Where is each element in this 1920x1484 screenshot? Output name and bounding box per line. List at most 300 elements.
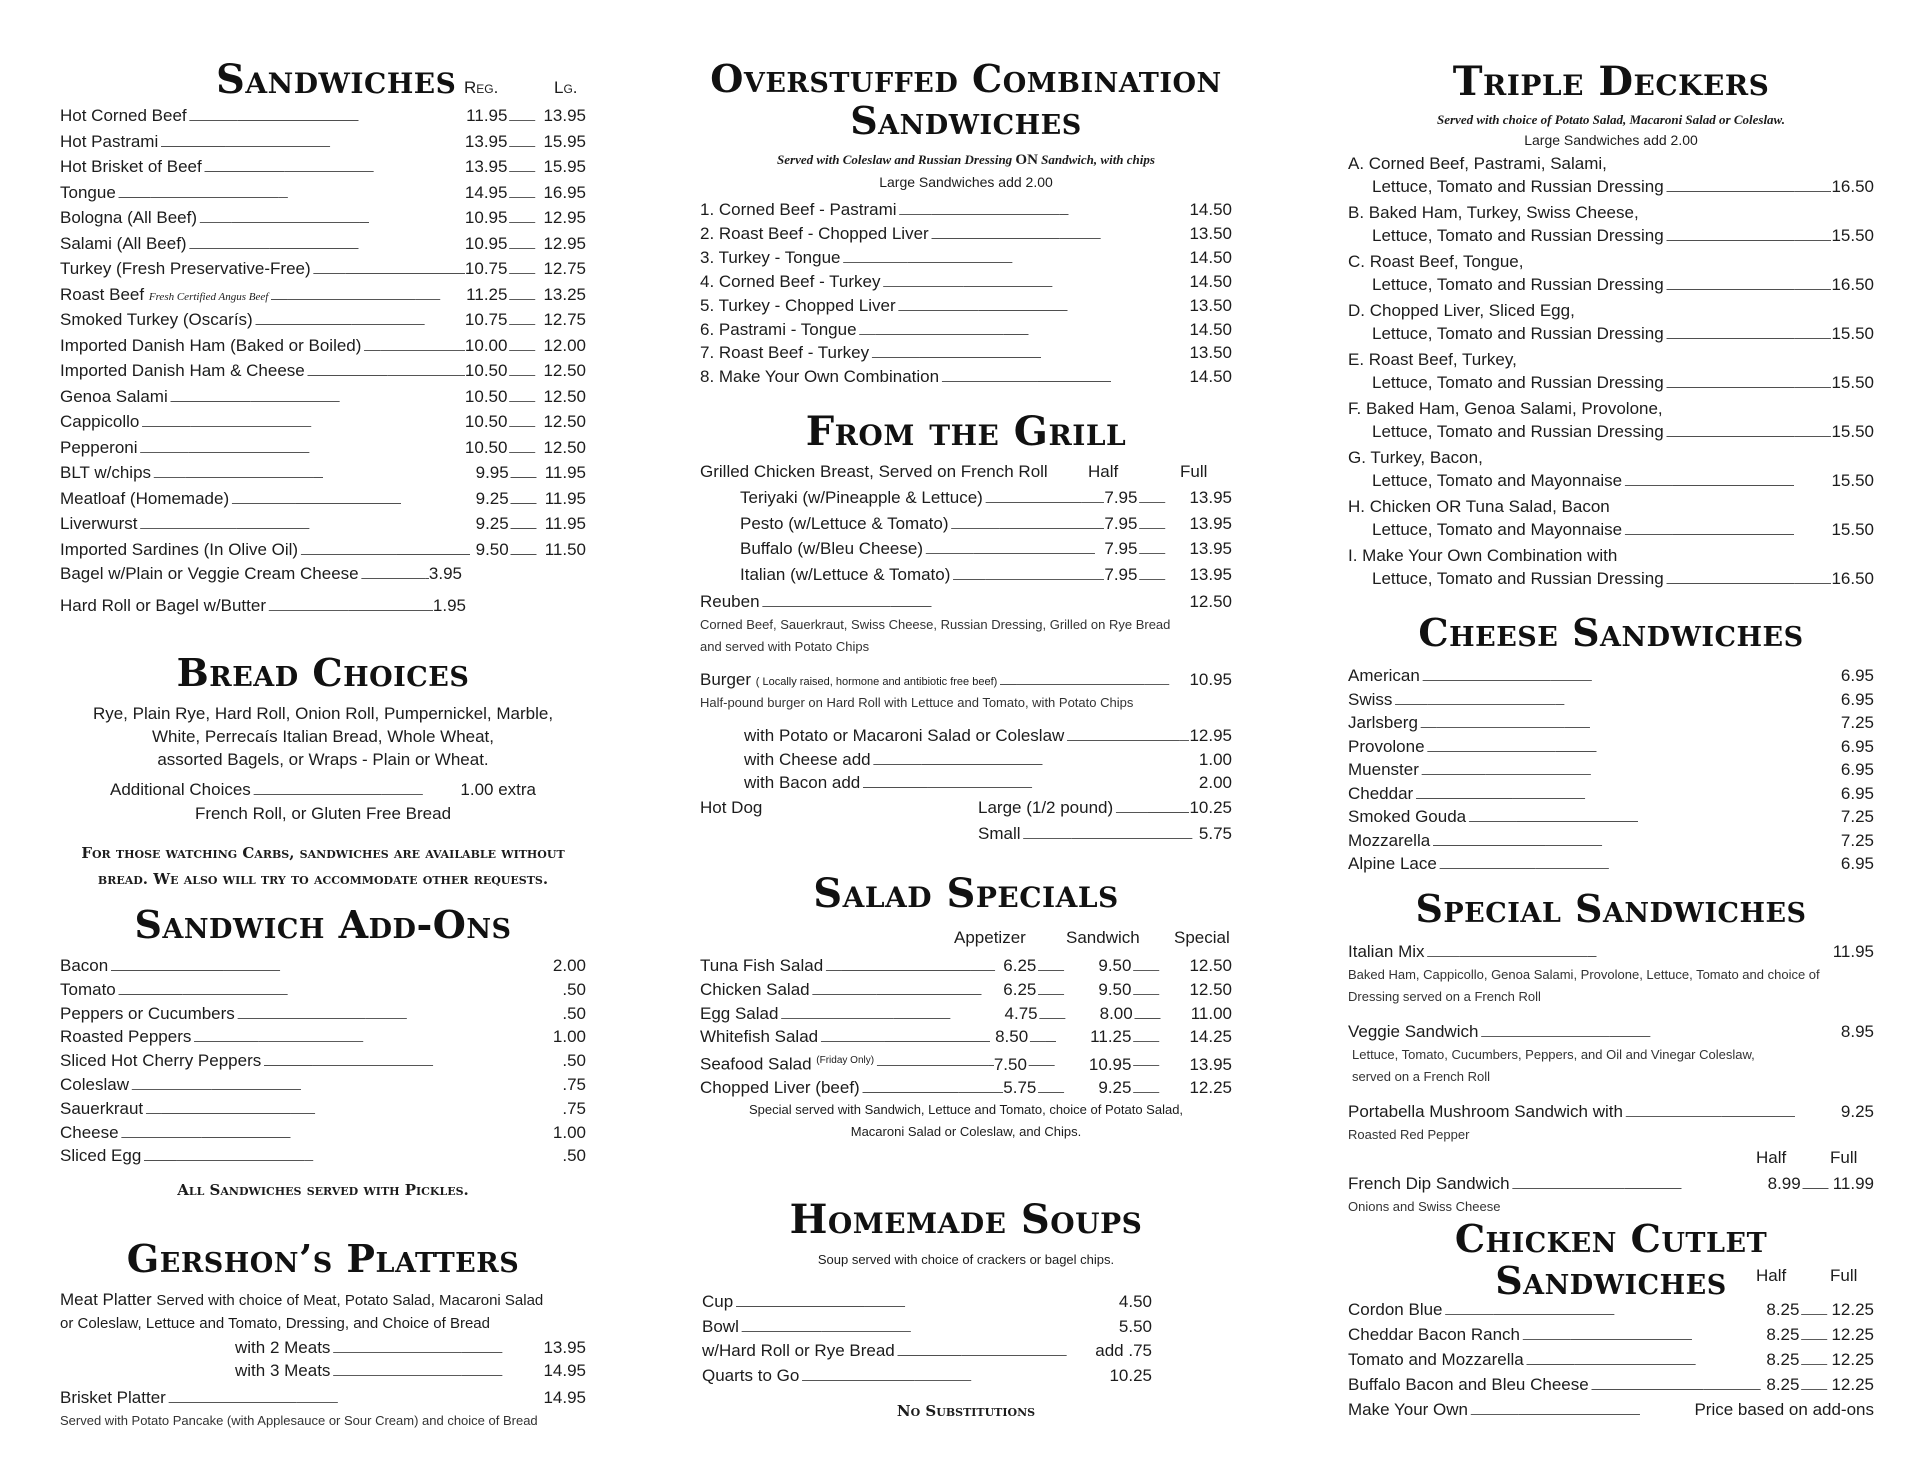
combo-row-name: 1. Corned Beef - Pastrami	[700, 200, 897, 219]
sandwich-item-name	[60, 283, 268, 309]
leader-dots	[1622, 518, 1831, 542]
leader-dots	[1036, 1076, 1098, 1100]
sandwich-item-row	[60, 512, 586, 536]
addon-row	[60, 1049, 586, 1073]
leader-dots	[151, 461, 476, 485]
burger-option-price: 2.00	[1198, 773, 1232, 792]
sandwich-item-name	[60, 232, 187, 256]
sandwich-item-label: Salami (All Beef)	[60, 233, 187, 253]
salad-sandwich: 9.50	[1098, 979, 1132, 999]
additional-choices-line2: French Roll, or Gluten Free Bread	[194, 804, 452, 823]
triple-line2: Lettuce, Tomato and Mayonnaise	[1372, 471, 1623, 490]
lg-column-header: Lg.	[554, 78, 578, 97]
leader-dots	[874, 1049, 994, 1073]
triple-line1: E. Roast Beef, Turkey,	[1348, 350, 1517, 369]
sandwich-item-reg: 10.95	[464, 208, 508, 227]
leader-dots	[1437, 852, 1841, 876]
leader-dots	[266, 594, 433, 618]
cutlet-half-header: Half	[1756, 1266, 1787, 1285]
addon-row-price: .50	[562, 1146, 586, 1166]
veggie-desc: served on a French Roll	[1352, 1069, 1491, 1084]
grill-full-header: Full	[1180, 462, 1208, 481]
triple-price: 15.50	[1831, 373, 1874, 392]
leader-dots	[168, 385, 465, 409]
salad-appetizer: 4.75	[1004, 1003, 1038, 1023]
grilled-chicken-half: 7.95	[1104, 564, 1138, 584]
leader-dots	[923, 537, 1104, 561]
sandwich-item-label: Tongue	[60, 182, 116, 202]
leader-dots	[841, 246, 1190, 270]
leader-dots	[507, 104, 543, 128]
addon-row-price: .50	[562, 1051, 586, 1071]
grilled-chicken-half: 7.95	[1104, 488, 1138, 507]
grilled-chicken-name: Pesto (w/Lettuce & Tomato)	[740, 513, 949, 533]
triple-row	[1372, 371, 1874, 395]
leader-dots	[1799, 1373, 1831, 1397]
meat-platter-desc: or Coleslaw, Lettuce and Tomato, Dressing, and Choice of Bread	[60, 1315, 490, 1332]
platter-option-row	[235, 1359, 586, 1383]
cutlet-name: Buffalo Bacon and Bleu Cheese	[1348, 1375, 1589, 1394]
burger-option-name: with Cheese add	[744, 749, 871, 769]
sandwich-item-lg: 12.75	[543, 310, 586, 329]
leader-dots	[1131, 1025, 1189, 1049]
leader-dots	[141, 1144, 562, 1168]
salad-special-header: Special	[1174, 928, 1230, 947]
salad-name: Chopped Liver (beef)	[700, 1078, 860, 1097]
leader-dots	[507, 283, 543, 307]
leader-dots	[880, 270, 1189, 294]
addon-row	[60, 1025, 586, 1049]
cutlet-row	[1348, 1323, 1874, 1347]
salad-appetizer: 6.25	[1003, 979, 1037, 999]
combo-subtitle-a: Served with Coleslaw and Russian Dressing	[777, 152, 1013, 167]
cutlet-full: 12.25	[1831, 1300, 1874, 1319]
addon-row	[60, 1097, 586, 1121]
hotdog-large-label: Large (1/2 pound)	[978, 798, 1114, 817]
sandwich-item-lg: 11.95	[544, 488, 586, 508]
sandwich-item-reg: 9.95	[475, 463, 509, 482]
brisket-platter-row	[60, 1386, 586, 1410]
triple-row	[1372, 420, 1874, 444]
leader-dots	[1664, 420, 1832, 444]
italian-mix-row	[1348, 940, 1874, 964]
addon-row-name: Bacon	[60, 956, 109, 975]
sandwich-item-row	[60, 334, 586, 358]
combo-row-price: 13.50	[1189, 223, 1232, 243]
leader-dots	[1664, 371, 1832, 395]
sandwich-item-lg: 12.50	[543, 437, 586, 457]
triple-large-note: Large Sandwiches add 2.00	[1524, 132, 1698, 148]
cheese-row-price: 7.25	[1840, 713, 1874, 732]
grilled-chicken-name: Italian (w/Lettuce & Tomato)	[740, 564, 951, 584]
triple-deckers-title: Triple Deckers	[1452, 58, 1770, 105]
combo-subtitle-on: ON	[1015, 152, 1038, 168]
salad-sandwich: 10.95	[1088, 1054, 1132, 1074]
additional-choices-label: Additional Choices	[110, 780, 251, 799]
sandwich-item-lg: 11.95	[544, 514, 586, 533]
salad-sandwich: 8.00	[1099, 1003, 1133, 1023]
leader-dots	[1392, 688, 1841, 712]
sandwich-addons-title: Sandwich Add-Ons	[134, 902, 512, 947]
portabella-label: Portabella Mushroom Sandwich with	[1348, 1102, 1623, 1121]
combo-row-name: 5. Turkey - Chopped Liver	[700, 295, 896, 315]
cutlet-full: 12.25	[1831, 1375, 1874, 1394]
sandwich-extra-price: 3.95	[428, 564, 462, 583]
meat-platter-label: Meat Platter	[60, 1290, 152, 1309]
cutlet-full: 12.25	[1831, 1350, 1874, 1369]
leader-dots	[871, 748, 1199, 772]
burger-option-row	[744, 771, 1232, 795]
cheese-row-price: 6.95	[1840, 736, 1874, 756]
leader-dots	[507, 181, 543, 205]
salad-special: 12.50	[1189, 979, 1232, 999]
leader-dots	[739, 1315, 1119, 1339]
sandwich-item-label: Hot Corned Beef	[60, 106, 187, 125]
cutlet-row	[1348, 1373, 1874, 1397]
sandwich-item-name	[60, 334, 361, 358]
leader-dots	[950, 563, 1104, 587]
leader-dots	[361, 334, 464, 358]
leader-dots	[823, 954, 1003, 978]
leader-dots	[1413, 782, 1841, 806]
cheese-row	[1348, 782, 1874, 806]
salad-sandwich: 9.50	[1098, 956, 1132, 975]
sandwich-item-lg: 12.50	[543, 386, 586, 406]
leader-dots	[1443, 1298, 1767, 1322]
veggie-row	[1348, 1020, 1874, 1044]
salad-sandwich: 11.25	[1090, 1027, 1132, 1047]
cheese-row	[1348, 852, 1874, 876]
triple-price: 16.50	[1831, 177, 1874, 196]
addon-row-price: 1.00	[552, 1027, 586, 1047]
combo-row	[700, 246, 1232, 270]
sandwich-item-name	[60, 104, 187, 128]
bread-line: Rye, Plain Rye, Hard Roll, Onion Roll, Pumpernickel, Marble,	[92, 704, 554, 723]
leader-dots	[1420, 664, 1841, 688]
combo-row-name: 4. Corned Beef - Turkey	[700, 271, 881, 291]
leader-dots	[1418, 711, 1841, 735]
leader-dots	[507, 359, 543, 383]
grilled-chicken-name: Buffalo (w/Bleu Cheese)	[740, 539, 924, 558]
burger-sub: ( Locally raised, hormone and antibiotic free beef)	[755, 676, 998, 688]
addon-row-name: Tomato	[60, 979, 116, 999]
sandwich-item-lg: 16.95	[543, 182, 586, 202]
salad-sandwich-header: Sandwich	[1066, 928, 1140, 947]
sandwich-item-reg: 14.95	[464, 182, 508, 202]
sandwich-item-name	[60, 512, 137, 536]
salad-name-wrap	[700, 978, 810, 1002]
french-dip-label: French Dip Sandwich	[1348, 1174, 1510, 1193]
leader-dots	[1425, 735, 1841, 759]
cutlet-half: 8.25	[1766, 1325, 1800, 1344]
sandwiches-title: Sandwiches	[216, 56, 457, 103]
carbs-note: For those watching Carbs, sandwiches are available without	[81, 844, 565, 862]
sandwich-item-name	[60, 410, 139, 434]
salad-specials-title: Salad Specials	[813, 870, 1119, 917]
sandwich-item-label: Bologna (All Beef)	[60, 208, 198, 227]
salad-sub: (Friday Only)	[816, 1055, 875, 1067]
combo-title-line2: Sandwiches	[850, 98, 1082, 143]
salad-name-wrap	[700, 1025, 818, 1049]
brisket-platter-desc: Served with Potato Pancake (with Applesauce or Sour Cream) and choice of Bread	[60, 1413, 538, 1428]
leader-dots	[202, 155, 465, 179]
sandwich-item-label: Turkey (Fresh Preservative-Free)	[60, 259, 311, 278]
sandwich-item-lg: 12.75	[543, 259, 586, 278]
triple-line2: Lettuce, Tomato and Russian Dressing	[1372, 275, 1664, 294]
cutlet-full-header: Full	[1830, 1266, 1858, 1285]
cheese-row-price: 6.95	[1840, 760, 1874, 779]
leader-dots	[1664, 224, 1832, 248]
sandwich-item-label: Cappicollo	[60, 412, 140, 431]
leader-dots	[116, 181, 465, 205]
leader-dots	[119, 1121, 553, 1145]
triple-line2: Lettuce, Tomato and Russian Dressing	[1372, 422, 1664, 441]
triple-row	[1372, 469, 1874, 493]
sandwich-item-name	[60, 308, 253, 332]
leader-dots	[733, 1290, 1119, 1314]
sandwich-item-reg: 9.50	[475, 539, 509, 559]
leader-dots	[857, 318, 1190, 342]
cutlet-full: 12.25	[1831, 1325, 1874, 1344]
italian-mix-price: 11.95	[1832, 942, 1874, 961]
sandwich-item-name	[60, 130, 158, 154]
soup-row-name: Quarts to Go	[702, 1365, 800, 1385]
leader-dots	[1133, 1002, 1191, 1026]
soups-subtitle: Soup served with choice of crackers or bagel chips.	[817, 1252, 1115, 1267]
meat-platter-row	[60, 1288, 543, 1313]
combo-row	[700, 365, 1232, 389]
sandwich-item-row	[60, 359, 586, 383]
sandwich-extra-row	[60, 594, 466, 618]
burger-desc: Half-pound burger on Hard Roll with Lettuce and Tomato, with Potato Chips	[700, 695, 1134, 710]
special-half-header: Half	[1756, 1148, 1787, 1167]
cutlet-row	[1348, 1348, 1874, 1372]
triple-line1: H. Chicken OR Tuna Salad, Bacon	[1348, 497, 1610, 516]
sandwich-item-lg: 15.95	[543, 157, 586, 176]
grilled-chicken-row	[740, 537, 1232, 561]
addon-row-name: Sliced Egg	[60, 1146, 142, 1166]
cheese-row-name: Provolone	[1348, 736, 1425, 756]
triple-line1: G. Turkey, Bacon,	[1348, 448, 1483, 467]
leader-dots	[229, 487, 476, 511]
portabella-row	[1348, 1100, 1874, 1124]
leader-dots	[1028, 1025, 1090, 1049]
sandwich-item-row	[60, 130, 586, 154]
sandwich-item-label: Pepperoni	[60, 437, 138, 457]
cheese-row-price: 6.95	[1840, 689, 1874, 709]
burger-row	[700, 668, 1232, 692]
leader-dots	[509, 512, 545, 536]
burger-price: 10.95	[1189, 670, 1232, 689]
cheese-row-name: Muenster	[1348, 760, 1419, 779]
sandwich-item-name	[60, 436, 138, 460]
sandwich-item-name	[60, 155, 202, 179]
sandwich-item-row	[60, 232, 586, 256]
sandwich-item-reg: 10.50	[464, 412, 508, 431]
leader-dots	[139, 410, 465, 434]
salad-name: Egg Salad	[700, 1003, 779, 1023]
combo-large-note: Large Sandwiches add 2.00	[879, 174, 1053, 190]
veggie-desc: Lettuce, Tomato, Cucumbers, Peppers, and Oil and Vinegar Coleslaw,	[1352, 1047, 1755, 1062]
combo-row	[700, 318, 1232, 342]
cutlet-row	[1348, 1298, 1874, 1322]
leader-dots	[1589, 1373, 1767, 1397]
sandwich-item-reg: 13.95	[464, 131, 508, 151]
burger-label-wrap	[700, 668, 997, 694]
salad-row	[700, 1049, 1232, 1073]
sandwich-item-reg: 11.95	[466, 106, 508, 125]
leader-dots	[895, 1339, 1096, 1363]
combo-row-name: 7. Roast Beef - Turkey	[700, 343, 870, 363]
platters-title: Gershon’s Platters	[126, 1236, 520, 1281]
cheese-sandwiches-title: Cheese Sandwiches	[1418, 610, 1804, 655]
sandwich-item-reg: 10.50	[464, 361, 508, 380]
addon-row-name: Coleslaw	[60, 1075, 129, 1094]
leader-dots	[1131, 1049, 1189, 1073]
triple-price: 15.50	[1831, 520, 1874, 539]
sandwich-item-name	[60, 206, 197, 230]
reuben-desc: and served with Potato Chips	[700, 639, 870, 654]
leader-dots	[860, 1076, 1004, 1100]
hotdog-label: Hot Dog	[700, 798, 763, 817]
leader-dots	[1430, 829, 1841, 853]
sandwich-item-row	[60, 283, 586, 307]
addon-row	[60, 954, 586, 978]
leader-dots	[509, 538, 545, 562]
salad-appetizer: 6.25	[1003, 956, 1037, 975]
bread-line: White, Perrecaís Italian Bread, Whole Wheat,	[151, 727, 495, 746]
sandwich-item-name	[60, 538, 298, 562]
meat-platter-desc: Served with choice of Meat, Potato Salad, Macaroni Salad	[156, 1292, 544, 1309]
platter-option-name: with 3 Meats	[235, 1361, 331, 1380]
cheese-row-name: American	[1348, 666, 1420, 685]
veggie-price: 8.95	[1840, 1022, 1874, 1041]
reuben-label: Reuben	[700, 592, 760, 611]
triple-line1: A. Corned Beef, Pastrami, Salami,	[1348, 154, 1607, 173]
leader-dots	[1036, 954, 1098, 978]
platter-option-row	[235, 1336, 586, 1360]
sandwich-item-label: Genoa Salami	[60, 386, 168, 406]
triple-line2: Lettuce, Tomato and Russian Dressing	[1372, 373, 1664, 392]
sandwich-item-lg: 13.95	[543, 106, 586, 125]
leader-dots	[158, 130, 465, 154]
special-full-header: Full	[1830, 1148, 1858, 1167]
salad-special: 14.25	[1189, 1027, 1232, 1047]
addon-row-price: .50	[562, 979, 586, 999]
leader-dots	[187, 232, 465, 256]
grilled-chicken-full: 13.95	[1189, 564, 1232, 584]
addon-row	[60, 1002, 586, 1026]
leader-dots	[1799, 1298, 1831, 1322]
burger-option-row	[744, 724, 1232, 748]
soup-row	[702, 1315, 1152, 1339]
sandwich-item-reg: 10.75	[464, 259, 508, 278]
leader-dots	[268, 283, 466, 307]
portabella-desc: Roasted Red Pepper	[1348, 1127, 1470, 1142]
sandwich-item-label: BLT w/chips	[60, 463, 152, 482]
burger-option-name: with Bacon add	[744, 773, 861, 792]
triple-row	[1372, 175, 1874, 199]
combo-row-price: 14.50	[1189, 319, 1232, 339]
leader-dots	[1664, 322, 1832, 346]
bread-choices-title: Bread Choices	[176, 650, 470, 695]
grill-title: From the Grill	[805, 408, 1127, 455]
soup-row-price: 10.25	[1109, 1365, 1152, 1385]
leader-dots	[778, 1002, 1004, 1026]
sandwich-extra-price: 1.95	[432, 596, 466, 615]
addon-row-name: Peppers or Cucumbers	[60, 1003, 235, 1023]
triple-row	[1372, 567, 1874, 591]
combo-row-name: 3. Turkey - Tongue	[700, 247, 841, 267]
combo-row-name: 6. Pastrami - Tongue	[700, 319, 857, 339]
sandwich-item-reg: 10.95	[464, 233, 508, 253]
combo-row	[700, 294, 1232, 318]
cheese-row	[1348, 735, 1874, 759]
salad-name-wrap	[700, 1002, 778, 1026]
chicken-cutlet-title: Chicken Cutlet Sandwiches	[1454, 1216, 1768, 1303]
sandwich-item-lg: 12.50	[543, 412, 586, 431]
sandwich-item-row	[60, 436, 586, 460]
salad-name-wrap	[700, 1076, 860, 1100]
leader-dots	[197, 206, 465, 230]
cheese-row-name: Mozzarella	[1348, 830, 1431, 850]
cheese-row-name: Jarlsberg	[1348, 713, 1418, 732]
leader-dots	[1137, 537, 1189, 561]
leader-dots	[818, 1025, 995, 1049]
leader-dots	[1799, 1323, 1831, 1347]
grilled-chicken-half: 7.95	[1104, 513, 1138, 533]
combo-row-price: 14.50	[1189, 367, 1232, 387]
addon-row-price: 1.00	[552, 1122, 586, 1142]
cutlet-half: 8.25	[1766, 1300, 1800, 1319]
addon-row-name: Sliced Hot Cherry Peppers	[60, 1051, 262, 1071]
triple-line1: B. Baked Ham, Turkey, Swiss Cheese,	[1348, 203, 1639, 222]
salad-special: 13.95	[1189, 1054, 1232, 1074]
leader-dots	[1419, 758, 1841, 782]
triple-price: 15.50	[1831, 324, 1874, 343]
combo-row	[700, 270, 1232, 294]
sandwich-item-row	[60, 538, 586, 562]
leader-dots	[939, 365, 1189, 389]
leader-dots	[509, 487, 545, 511]
addon-row-price: 2.00	[552, 956, 586, 975]
french-dip-desc: Onions and Swiss Cheese	[1348, 1199, 1501, 1214]
triple-row	[1372, 322, 1874, 346]
leader-dots	[1036, 978, 1098, 1002]
burger-option-price: 12.95	[1189, 726, 1232, 745]
leader-dots	[507, 436, 543, 460]
bread-line: assorted Bagels, or Wraps - Plain or Wheat.	[157, 750, 489, 769]
addon-row-price: .75	[562, 1098, 586, 1118]
sandwich-item-label: Imported Danish Ham (Baked or Boiled)	[60, 335, 362, 355]
grilled-chicken-row	[740, 486, 1232, 510]
sandwich-item-row	[60, 461, 586, 485]
salad-row	[700, 1002, 1232, 1026]
triple-line1: I. Make Your Own Combination with	[1348, 546, 1618, 565]
cheese-row-price: 7.25	[1840, 807, 1874, 826]
salad-special: 11.00	[1190, 1003, 1232, 1023]
triple-line1: D. Chopped Liver, Sliced Egg,	[1348, 301, 1575, 320]
grilled-chicken-half: 7.95	[1104, 539, 1138, 558]
leader-dots	[509, 461, 545, 485]
portabella-price: 9.25	[1840, 1102, 1874, 1121]
reuben-row	[700, 590, 1232, 614]
additional-choices-price: 1.00 extra	[460, 780, 536, 799]
reg-column-header: Reg.	[464, 78, 499, 97]
french-dip-full: 11.99	[1832, 1174, 1874, 1193]
salad-appetizer: 8.50	[995, 1027, 1029, 1047]
salad-special: 12.25	[1189, 1078, 1232, 1097]
